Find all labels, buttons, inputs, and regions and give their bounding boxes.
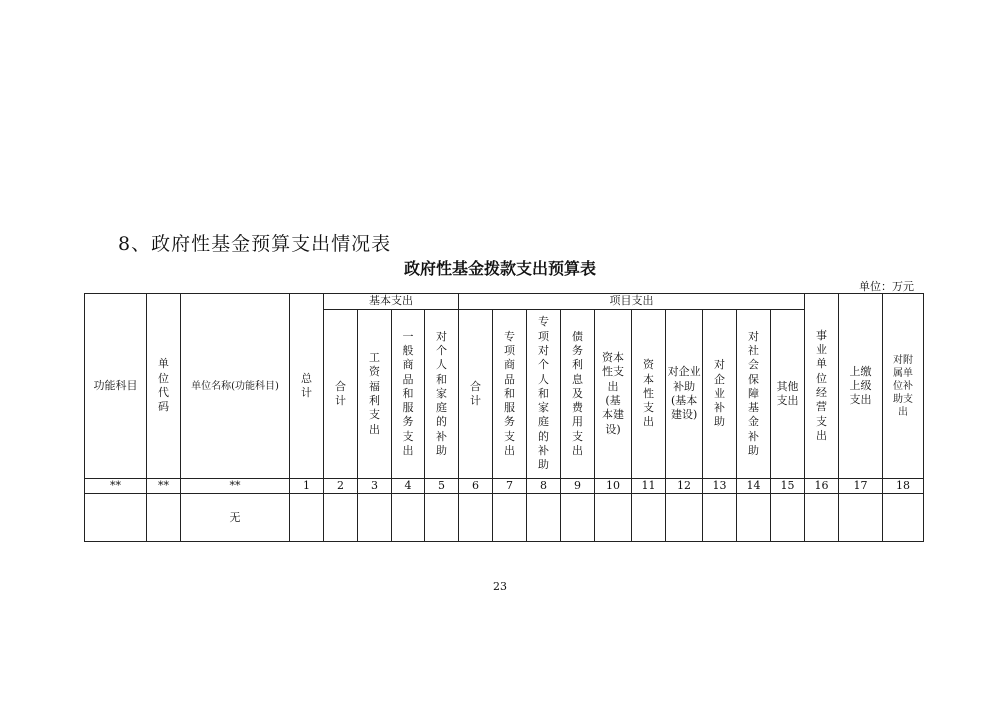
data-cell bbox=[527, 494, 561, 542]
header-subsidiary: 对附属单位补助支出 bbox=[883, 294, 924, 479]
header-proj-goods: 专项商品和服务支出 bbox=[493, 310, 527, 479]
header-total: 总计 bbox=[290, 294, 324, 479]
index-cell: 9 bbox=[561, 479, 595, 494]
index-cell: ** bbox=[147, 479, 181, 494]
data-cell: 无 bbox=[181, 494, 290, 542]
data-cell bbox=[147, 494, 181, 542]
index-cell: 18 bbox=[883, 479, 924, 494]
index-cell: 7 bbox=[493, 479, 527, 494]
index-row bbox=[85, 479, 924, 494]
data-cell bbox=[839, 494, 883, 542]
index-cell: 16 bbox=[805, 479, 839, 494]
data-cell bbox=[324, 494, 358, 542]
data-cell bbox=[493, 494, 527, 542]
data-cell bbox=[290, 494, 324, 542]
header-proj-subtotal: 合计 bbox=[459, 310, 493, 479]
header-proj-capital-construction: 资本性支出(基本建设) bbox=[595, 310, 632, 479]
data-cell bbox=[771, 494, 805, 542]
data-cell bbox=[561, 494, 595, 542]
budget-table bbox=[84, 293, 924, 542]
data-cell bbox=[595, 494, 632, 542]
header-functional-subject: 功能科目 bbox=[85, 294, 147, 479]
header-project-group: 项目支出 bbox=[459, 294, 805, 310]
data-cell bbox=[425, 494, 459, 542]
header-basic-goods: 一般商品和服务支出 bbox=[392, 310, 425, 479]
header-proj-enterprise: 对企业补助 bbox=[703, 310, 737, 479]
table-title: 政府性基金拨款支出预算表 bbox=[403, 259, 596, 278]
index-cell: 10 bbox=[595, 479, 632, 494]
header-proj-other: 其他支出 bbox=[771, 310, 805, 479]
header-business: 事业单位经营支出 bbox=[805, 294, 839, 479]
index-cell: 8 bbox=[527, 479, 561, 494]
data-cell bbox=[85, 494, 147, 542]
data-cell bbox=[805, 494, 839, 542]
header-proj-individual: 专项对个人和家庭的补助 bbox=[527, 310, 561, 479]
index-cell: 17 bbox=[839, 479, 883, 494]
header-basic-individual: 对个人和家庭的补助 bbox=[425, 310, 459, 479]
header-unit-code: 单位代码 bbox=[147, 294, 181, 479]
data-cell bbox=[632, 494, 666, 542]
index-cell: 15 bbox=[771, 479, 805, 494]
section-heading: 8、政府性基金预算支出情况表 bbox=[118, 233, 392, 255]
index-cell: 3 bbox=[358, 479, 392, 494]
header-proj-enterprise-construction: 对企业补助(基本建设) bbox=[666, 310, 703, 479]
index-cell: 2 bbox=[324, 479, 358, 494]
index-cell: 5 bbox=[425, 479, 459, 494]
data-cell bbox=[459, 494, 493, 542]
index-cell: ** bbox=[181, 479, 290, 494]
data-cell bbox=[703, 494, 737, 542]
header-proj-debt: 债务利息及费用支出 bbox=[561, 310, 595, 479]
header-proj-social: 对社会保障基金补助 bbox=[737, 310, 771, 479]
data-cell bbox=[392, 494, 425, 542]
header-basic-group: 基本支出 bbox=[324, 294, 459, 310]
header-basic-wages: 工资福利支出 bbox=[358, 310, 392, 479]
index-cell: 13 bbox=[703, 479, 737, 494]
index-cell: ** bbox=[85, 479, 147, 494]
header-row-groups bbox=[85, 294, 924, 310]
header-proj-capital: 资本性支出 bbox=[632, 310, 666, 479]
index-cell: 6 bbox=[459, 479, 493, 494]
index-cell: 14 bbox=[737, 479, 771, 494]
data-cell bbox=[883, 494, 924, 542]
data-cell bbox=[358, 494, 392, 542]
data-cell bbox=[737, 494, 771, 542]
index-cell: 12 bbox=[666, 479, 703, 494]
index-cell: 4 bbox=[392, 479, 425, 494]
header-basic-subtotal: 合计 bbox=[324, 310, 358, 479]
index-cell: 1 bbox=[290, 479, 324, 494]
data-cell bbox=[666, 494, 703, 542]
header-upper: 上缴上级支出 bbox=[839, 294, 883, 479]
header-unit-name: 单位名称(功能科目) bbox=[181, 294, 290, 479]
page-number: 23 bbox=[493, 580, 507, 593]
data-row bbox=[85, 494, 924, 542]
unit-label: 单位：万元 bbox=[859, 280, 914, 293]
index-cell: 11 bbox=[632, 479, 666, 494]
